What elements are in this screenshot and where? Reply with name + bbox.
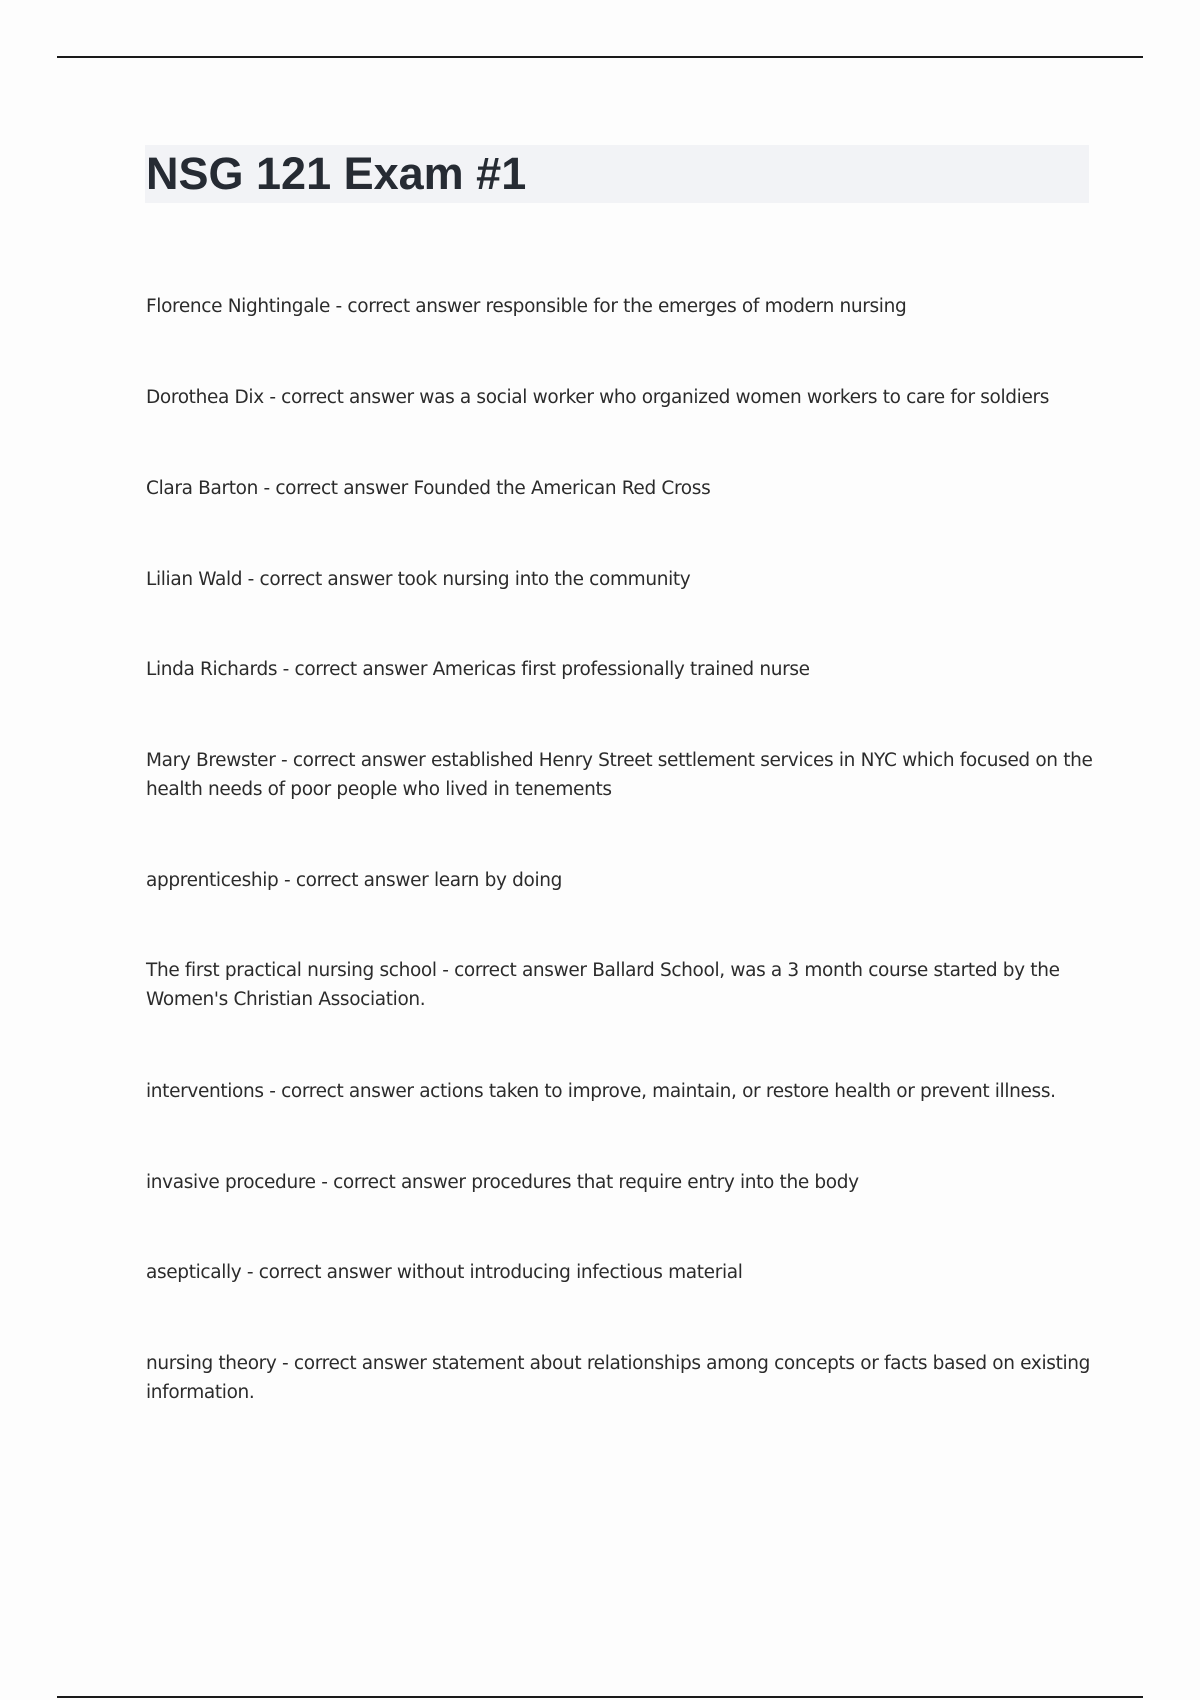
qa-entry-first-practical-nursing-school — [146, 956, 1096, 1014]
qa-entry-apprenticeship — [146, 866, 1096, 895]
top-rule — [57, 56, 1143, 58]
qa-entry-dorothea-dix — [146, 383, 1096, 412]
qa-answer: learn by doing — [433, 870, 563, 891]
qa-entry-aseptically — [146, 1258, 1096, 1287]
qa-separator: - correct answer — [436, 960, 593, 981]
qa-separator: - correct answer — [278, 870, 434, 891]
qa-entry-interventions — [146, 1077, 1096, 1106]
qa-entry-invasive-procedure — [146, 1168, 1096, 1197]
qa-separator: - correct answer — [263, 387, 420, 408]
qa-answer: responsible for the emerges of modern nursing — [485, 296, 907, 317]
qa-separator: - correct answer — [241, 1262, 397, 1283]
qa-entry-linda-richards — [146, 655, 1096, 684]
qa-answer: actions taken to improve, maintain, or restore health or prevent illness. — [419, 1081, 1056, 1102]
qa-answer: Americas first professionally trained nurse — [432, 659, 810, 680]
qa-separator: - correct answer — [330, 296, 486, 317]
qa-separator: - correct answer — [315, 1172, 472, 1193]
bottom-rule — [57, 1696, 1143, 1698]
qa-entry-nursing-theory — [146, 1349, 1096, 1407]
qa-term: interventions — [146, 1081, 264, 1102]
qa-term: Clara Barton — [146, 478, 258, 499]
qa-entry-lilian-wald — [146, 565, 1096, 594]
qa-separator: - correct answer — [275, 750, 431, 771]
qa-answer: Founded the American Red Cross — [413, 478, 711, 499]
qa-answer: statement about relationships among concepts or facts based on existing information. — [146, 1353, 1091, 1403]
page-title: NSG 121 Exam #1 — [146, 148, 527, 199]
qa-term: invasive procedure — [146, 1172, 316, 1193]
qa-term: Florence Nightingale — [146, 296, 331, 317]
qa-term: nursing theory — [146, 1353, 277, 1374]
qa-term: Dorothea Dix — [146, 387, 264, 408]
qa-separator: - correct answer — [263, 1081, 420, 1102]
qa-entry-clara-barton — [146, 474, 1096, 503]
qa-term: Lilian Wald — [146, 569, 243, 590]
qa-term: apprenticeship — [146, 870, 279, 891]
qa-separator: - correct answer — [277, 659, 433, 680]
qa-answer: Ballard School, was a 3 month course started by the Women's Christian Association. — [146, 960, 1060, 1010]
qa-term: The first practical nursing school — [146, 960, 437, 981]
qa-answer: was a social worker who organized women workers to care for soldiers — [419, 387, 1050, 408]
qa-answer: procedures that require entry into the body — [471, 1172, 859, 1193]
qa-answer: established Henry Street settlement services in NYC which focused on the health needs of poor people who lived in tenements — [146, 750, 1093, 800]
qa-answer: without introducing infectious material — [396, 1262, 743, 1283]
qa-term: Mary Brewster — [146, 750, 276, 771]
qa-separator: - correct answer — [276, 1353, 433, 1374]
qa-entry-mary-brewster — [146, 746, 1096, 804]
qa-separator: - correct answer — [242, 569, 398, 590]
qa-answer: took nursing into the community — [397, 569, 691, 590]
qa-separator: - correct answer — [257, 478, 414, 499]
qa-entry-florence-nightingale — [146, 292, 1096, 321]
qa-term: aseptically — [146, 1262, 242, 1283]
qa-term: Linda Richards — [146, 659, 278, 680]
